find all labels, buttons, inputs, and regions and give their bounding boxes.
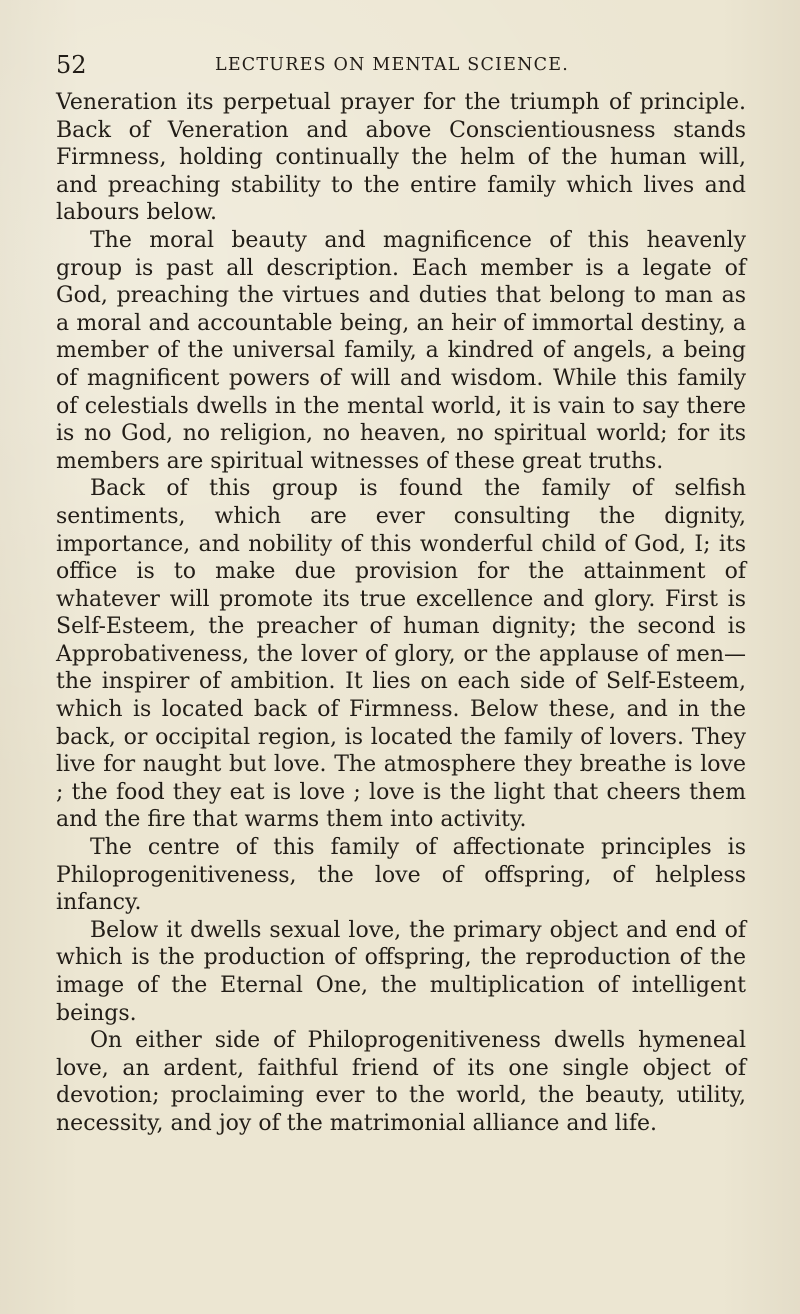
paragraph-2: The moral beauty and magnificence of this heavenly group is past all description. Each member is a legate of God, preaching the virtues and duties that belong to man as a moral and accountable being, an heir of immortal destiny, a member of the universal family, a kindred of angels, a being of magnificent powers of will and wisdom. While this family of celestials dwells in the mental world, it is vain to say there is no God, no religion, no heaven, no spiritual world; for its members are spiritual witnesses of these great truths. [56, 227, 746, 474]
body-text [56, 89, 746, 1138]
paragraph-6: On either side of Philoprogenitiveness dwells hymeneal love, an ardent, faithful friend of its one single object of devotion; proclaiming ever to the world, the beauty, utility, necessity, and joy of the matrimonial alliance and life. [56, 1028, 746, 1136]
running-title: LECTURES ON MENTAL SCIENCE. [215, 55, 569, 75]
page-number: 52 [56, 51, 87, 79]
paragraph-5: Below it dwells sexual love, the primary object and end of which is the production of offspring, the reproduction of the image of the Eternal One, the multiplication of intelligent beings. [56, 917, 746, 1026]
running-header [56, 50, 728, 80]
paragraph-1: Veneration its perpetual prayer for the triumph of principle. Back of Veneration and above Conscientiousness stands Firmness, holding continually the helm of the human will, and preaching stability to the entire family which lives and labours below. [56, 90, 746, 226]
paragraph-4: The centre of this family of affectionate principles is Philoprogenitiveness, the love of offspring, of helpless infancy. [56, 835, 746, 916]
paragraph-3: Back of this group is found the family of selfish sentiments, which are ever consulting the dignity, importance, and nobility of this wonderful child of God, I; its office is to make due provision for the attainment of whatever will promote its true excellence and glory. First is Self-Esteem, the preacher of human dignity; the second is Approbativeness, the lover of glory, or the applause of men—the inspirer of ambition. It lies on each side of Self-Esteem, which is located back of Firmness. Below these, and in the back, or occipital region, is located the family of lovers. They live for naught but love. The atmosphere they breathe is love ; the food they eat is love ; love is the light that cheers them and the fire that warms them into activity. [56, 476, 746, 833]
